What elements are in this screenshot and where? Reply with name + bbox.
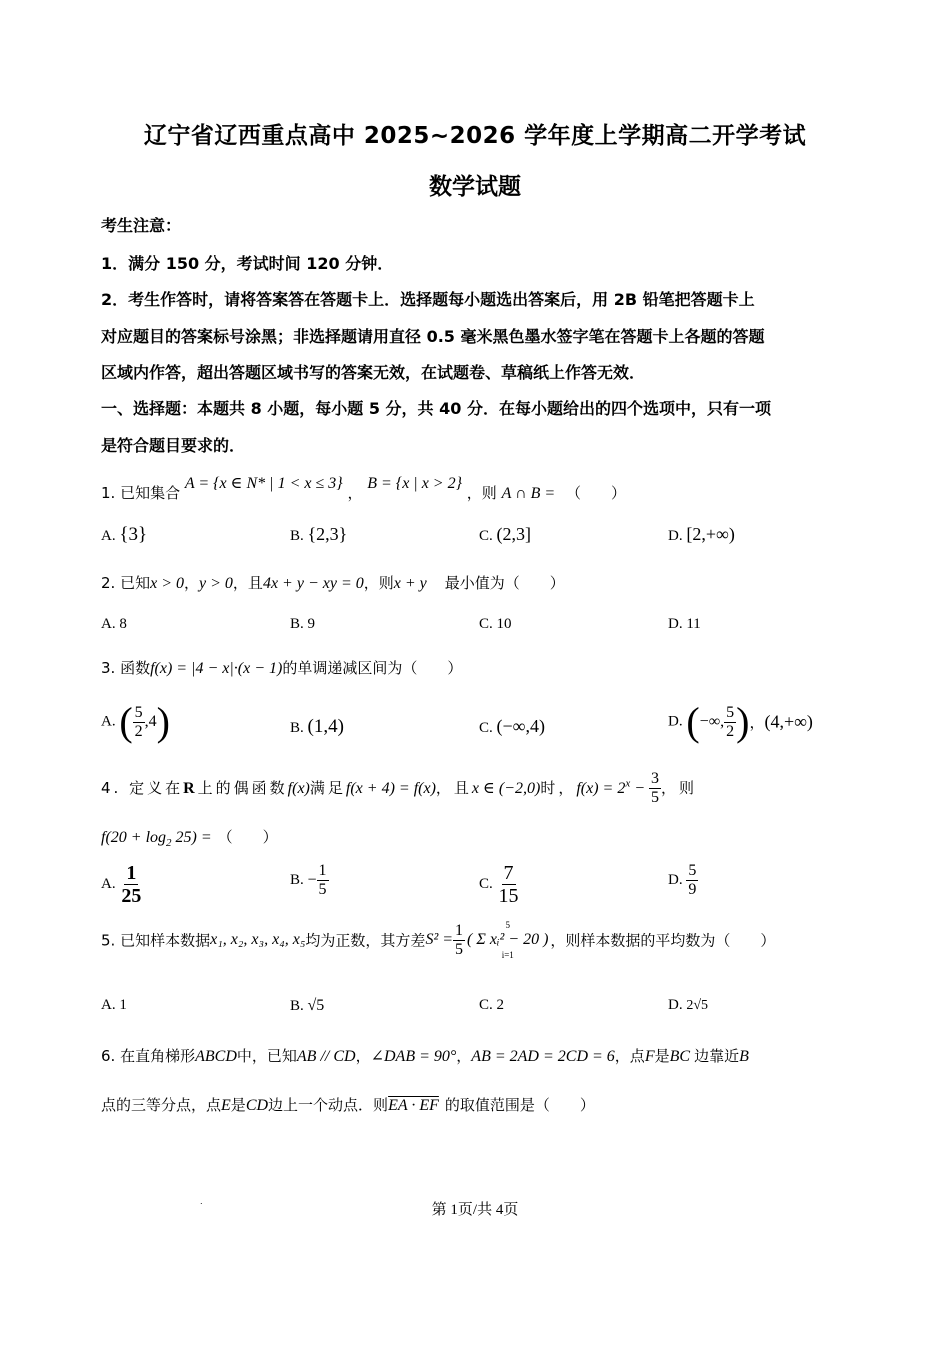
q6-vector-product: EA · EF [388,1097,439,1114]
q1-option-a[interactable]: A. {3} [101,524,148,545]
q5-option-c[interactable]: C. 2 [479,997,505,1013]
q1-expr: A ∩ B = [501,485,556,502]
q3-option-a[interactable]: A. ( $\frac{5}{2}$ ,4) [101,699,170,744]
q5-option-b[interactable]: B. √5 [290,997,325,1014]
q3-option-b[interactable]: B. (1,4) [290,716,344,737]
q1-mid: ，则 [466,484,497,502]
notice-heading: 考生注意： [101,216,182,235]
question-5: 5. 已知样本数据x₁, x₂, x₃, x₄, x₅均为正数，其方差S² = $\frac{1}{5}$ 5 ( Σ xᵢ² − 20 ) i=1 ，则样本数据的平均数为（ ） [101,920,776,960]
q2-option-a[interactable]: A. 8 [101,616,127,632]
q1-comma: ， [347,484,363,502]
q1-prefix: 1. 已知集合 [101,484,181,502]
section-1-heading: 一、选择题：本题共 8 小题，每小题 5 分，共 40 分．在每小题给出的四个选项中，只有一项 [101,399,771,418]
q2-option-b[interactable]: B. 9 [290,616,316,632]
question-3: 3. 函数f(x) = |4 − x|·(x − 1)的单调递减区间为（ ） [101,659,463,677]
notice-item-2-line-3: 区域内作答，超出答题区域书写的答案无效，在试题卷、草稿纸上作答无效． [101,363,646,382]
exam-subtitle: 数学试题 [429,174,521,200]
q2-cond-y: y > 0 [199,575,233,592]
q3-a-fraction: $\frac{5}{2}$ [134,703,143,740]
question-6: 6. 在直角梯形ABCD中，已知AB // CD，∠DAB = 90°，AB = 2AD = 2CD = 6，点F是BC 边靠近B [101,1047,749,1065]
q1-option-d[interactable]: D. [2,+∞) [668,524,735,544]
q2-option-d[interactable]: D. 11 [668,616,701,632]
q1-set-b: B = {x | x > 2} [367,475,462,492]
q2-equation: 4x + y − xy = 0 [262,575,364,592]
notice-item-2-line-1: 2．考生作答时，请将答案答在答题卡上．选择题每小题选出答案后，用 2B 铅笔把答题卡上 [101,290,755,309]
q3-option-d[interactable]: D. (−∞, $\frac{5}{2}$ )，(4,+∞) [668,699,813,744]
q2-option-c[interactable]: C. 10 [479,616,512,632]
q2-target: x + y [393,575,427,592]
question-4: 4. 定义在R上的偶函数f(x)满足f(x + 4) = f(x)，且x ∈ (−2,0)时，$f(x) = 2^x$ − $\frac{3}{5}$ ，则 [101,770,698,806]
notice-item-1: 1．满分 150 分，考试时间 120 分钟． [101,254,394,273]
question-6-line-2: 点的三等分点，点E是CD边上一个动点．则EA · EF 的取值范围是（ ） [101,1096,595,1114]
q5-option-d[interactable]: D. 2√5 [668,997,709,1013]
q5-option-a[interactable]: A. 1 [101,997,127,1013]
q3-option-c[interactable]: C. (−∞,4) [479,716,545,736]
q4-option-c[interactable]: C. $\frac{7}{15}$ [479,862,519,907]
q1-option-c[interactable]: C. (2,3] [479,524,532,544]
question-2: 2. 已知x > 0，y > 0，且4x + y − xy = 0，则x + y 最小值为（ ） [101,574,565,592]
question-1 [101,475,626,503]
q4-option-b[interactable]: B. − $\frac{1}{5}$ [290,862,327,898]
section-1-heading-cont: 是符合题目要求的． [101,436,246,455]
q4-option-a[interactable]: A. $\frac{1}{25}$ [101,862,142,907]
q3-function: f(x) = |4 − x|·(x − 1) [150,660,283,677]
q1-option-b[interactable]: B. {2,3} [290,524,348,544]
q4-option-d[interactable]: D. $\frac{5}{9}$ [668,862,697,898]
page-footer: 第 1页/共 4页 [431,1202,519,1218]
q1-set-a: A = {x ∈ N* | 1 < x ≤ 3} [184,475,343,492]
notice-item-2-line-2: 对应题目的答案标号涂黑；非选择题请用直径 0.5 毫米黑色墨水签字笔在答题卡上各题的答题 [101,327,765,346]
exam-title: 辽宁省辽西重点高中 2025~2026 学年度上学期高二开学考试 [143,123,807,149]
q1-paren: （ ） [565,484,626,502]
q3-d-fraction: $\frac{5}{2}$ [726,703,735,740]
stray-dot: . [200,1197,203,1206]
question-4-line-2: $f(20 + \log_2 25)$ = （ ） [101,828,278,850]
q2-cond-x: x > 0 [150,575,184,592]
